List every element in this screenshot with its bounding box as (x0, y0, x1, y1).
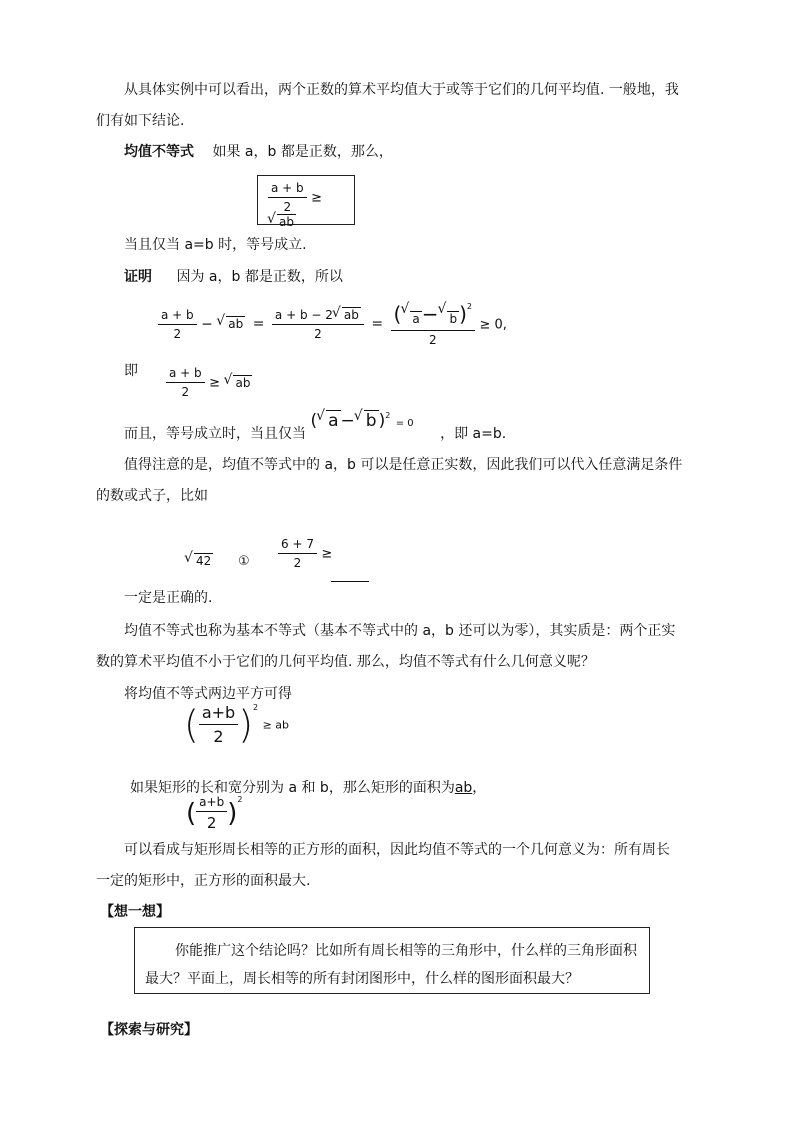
fraction: $\frac{a + b}{2}$ (268, 181, 307, 214)
theorem-formula: $\frac{a + b}{2}$ ≥ √ ab (268, 181, 354, 230)
paragraph-3-line-1: 均值不等式也称为基本不等式（基本不等式中的 a，b 还可以为零），其实质是：两个正实 (124, 623, 676, 639)
ji-label: 即 (124, 363, 138, 379)
think-heading: 【想一想】 (100, 904, 170, 920)
paragraph-1-line-1: 从具体实例中可以看出，两个正数的算术平均值大于或等于它们的几何平均值. 一般地，我 (124, 82, 679, 98)
proof-equation: $\frac{a + b}{2}$ − √ ab = $\frac{a + b - 2√ ab}{2}$ = $\frac{(√ a -√ b )^2}{2}$ ≥ 0, (158, 302, 507, 347)
example-sqrt: √ 42 (185, 553, 213, 569)
square-formula-small: ( $\frac{a+b}{2}$ )$^2$ (186, 795, 243, 832)
blank-line (331, 581, 369, 582)
theorem-text: 如果 a，b 都是正数，那么， (212, 144, 393, 160)
theorem-line (124, 141, 393, 161)
condition-formula: (√ a −√ b )$^2$ = 0 (310, 411, 413, 431)
example-circle: ① (238, 554, 250, 569)
paragraph-6-line-1: 可以看成与矩形周长相等的正方形的面积，因此均值不等式的一个几何意义为：所有周长 (124, 842, 670, 858)
proof-text: 因为 a，b 都是正数，所以 (176, 269, 343, 285)
think-box (134, 927, 650, 994)
correct-text: 一定是正确的. (124, 590, 213, 606)
paragraph-4: 将均值不等式两边平方可得 (124, 686, 292, 702)
paragraph-5: 如果矩形的长和宽分别为 a 和 b，那么矩形的面积为ab， (130, 780, 487, 796)
proof-line (124, 266, 343, 286)
condition-line: 而且，等号成立时，当且仅当 (√ a −√ b )$^2$ = 0 ，即 a=b. (124, 423, 506, 443)
square-formula: ( $\frac{a+b}{2}$ )$^2$ ≥ ab (184, 702, 290, 747)
explore-heading: 【探索与研究】 (100, 1022, 198, 1038)
ji-formula: $\frac{a + b}{2}$ ≥ √ ab (166, 366, 252, 399)
paragraph-1-line-2: 们有如下结论. (96, 113, 185, 129)
paragraph-6-line-2: 一定的矩形中，正方形的面积最大. (96, 873, 311, 889)
theorem-title: 均值不等式 (124, 144, 194, 160)
theorem-formula-box (257, 175, 355, 229)
example-fraction: $\frac{6 + 7}{2}$ ≥ (278, 537, 332, 570)
paragraph-2-line-2: 的数或式子，比如 (96, 488, 208, 504)
think-line-1: 你能推广这个结论吗？比如所有周长相等的三角形中，什么样的三角形面积 (175, 943, 637, 959)
sqrt: √ ab (268, 214, 296, 230)
proof-title: 证明 (124, 269, 152, 285)
equality-condition: 当且仅当 a=b 时，等号成立. (124, 237, 307, 253)
think-line-2: 最大？平面上，周长相等的所有封闭图形中，什么样的图形面积最大？ (145, 971, 579, 987)
paragraph-3-line-2: 数的算术平均值不小于它们的几何平均值. 那么，均值不等式有什么几何意义呢？ (96, 654, 595, 670)
paragraph-2-line-1: 值得注意的是，均值不等式中的 a，b 可以是任意正实数，因此我们可以代入任意满足条件 (124, 457, 683, 473)
